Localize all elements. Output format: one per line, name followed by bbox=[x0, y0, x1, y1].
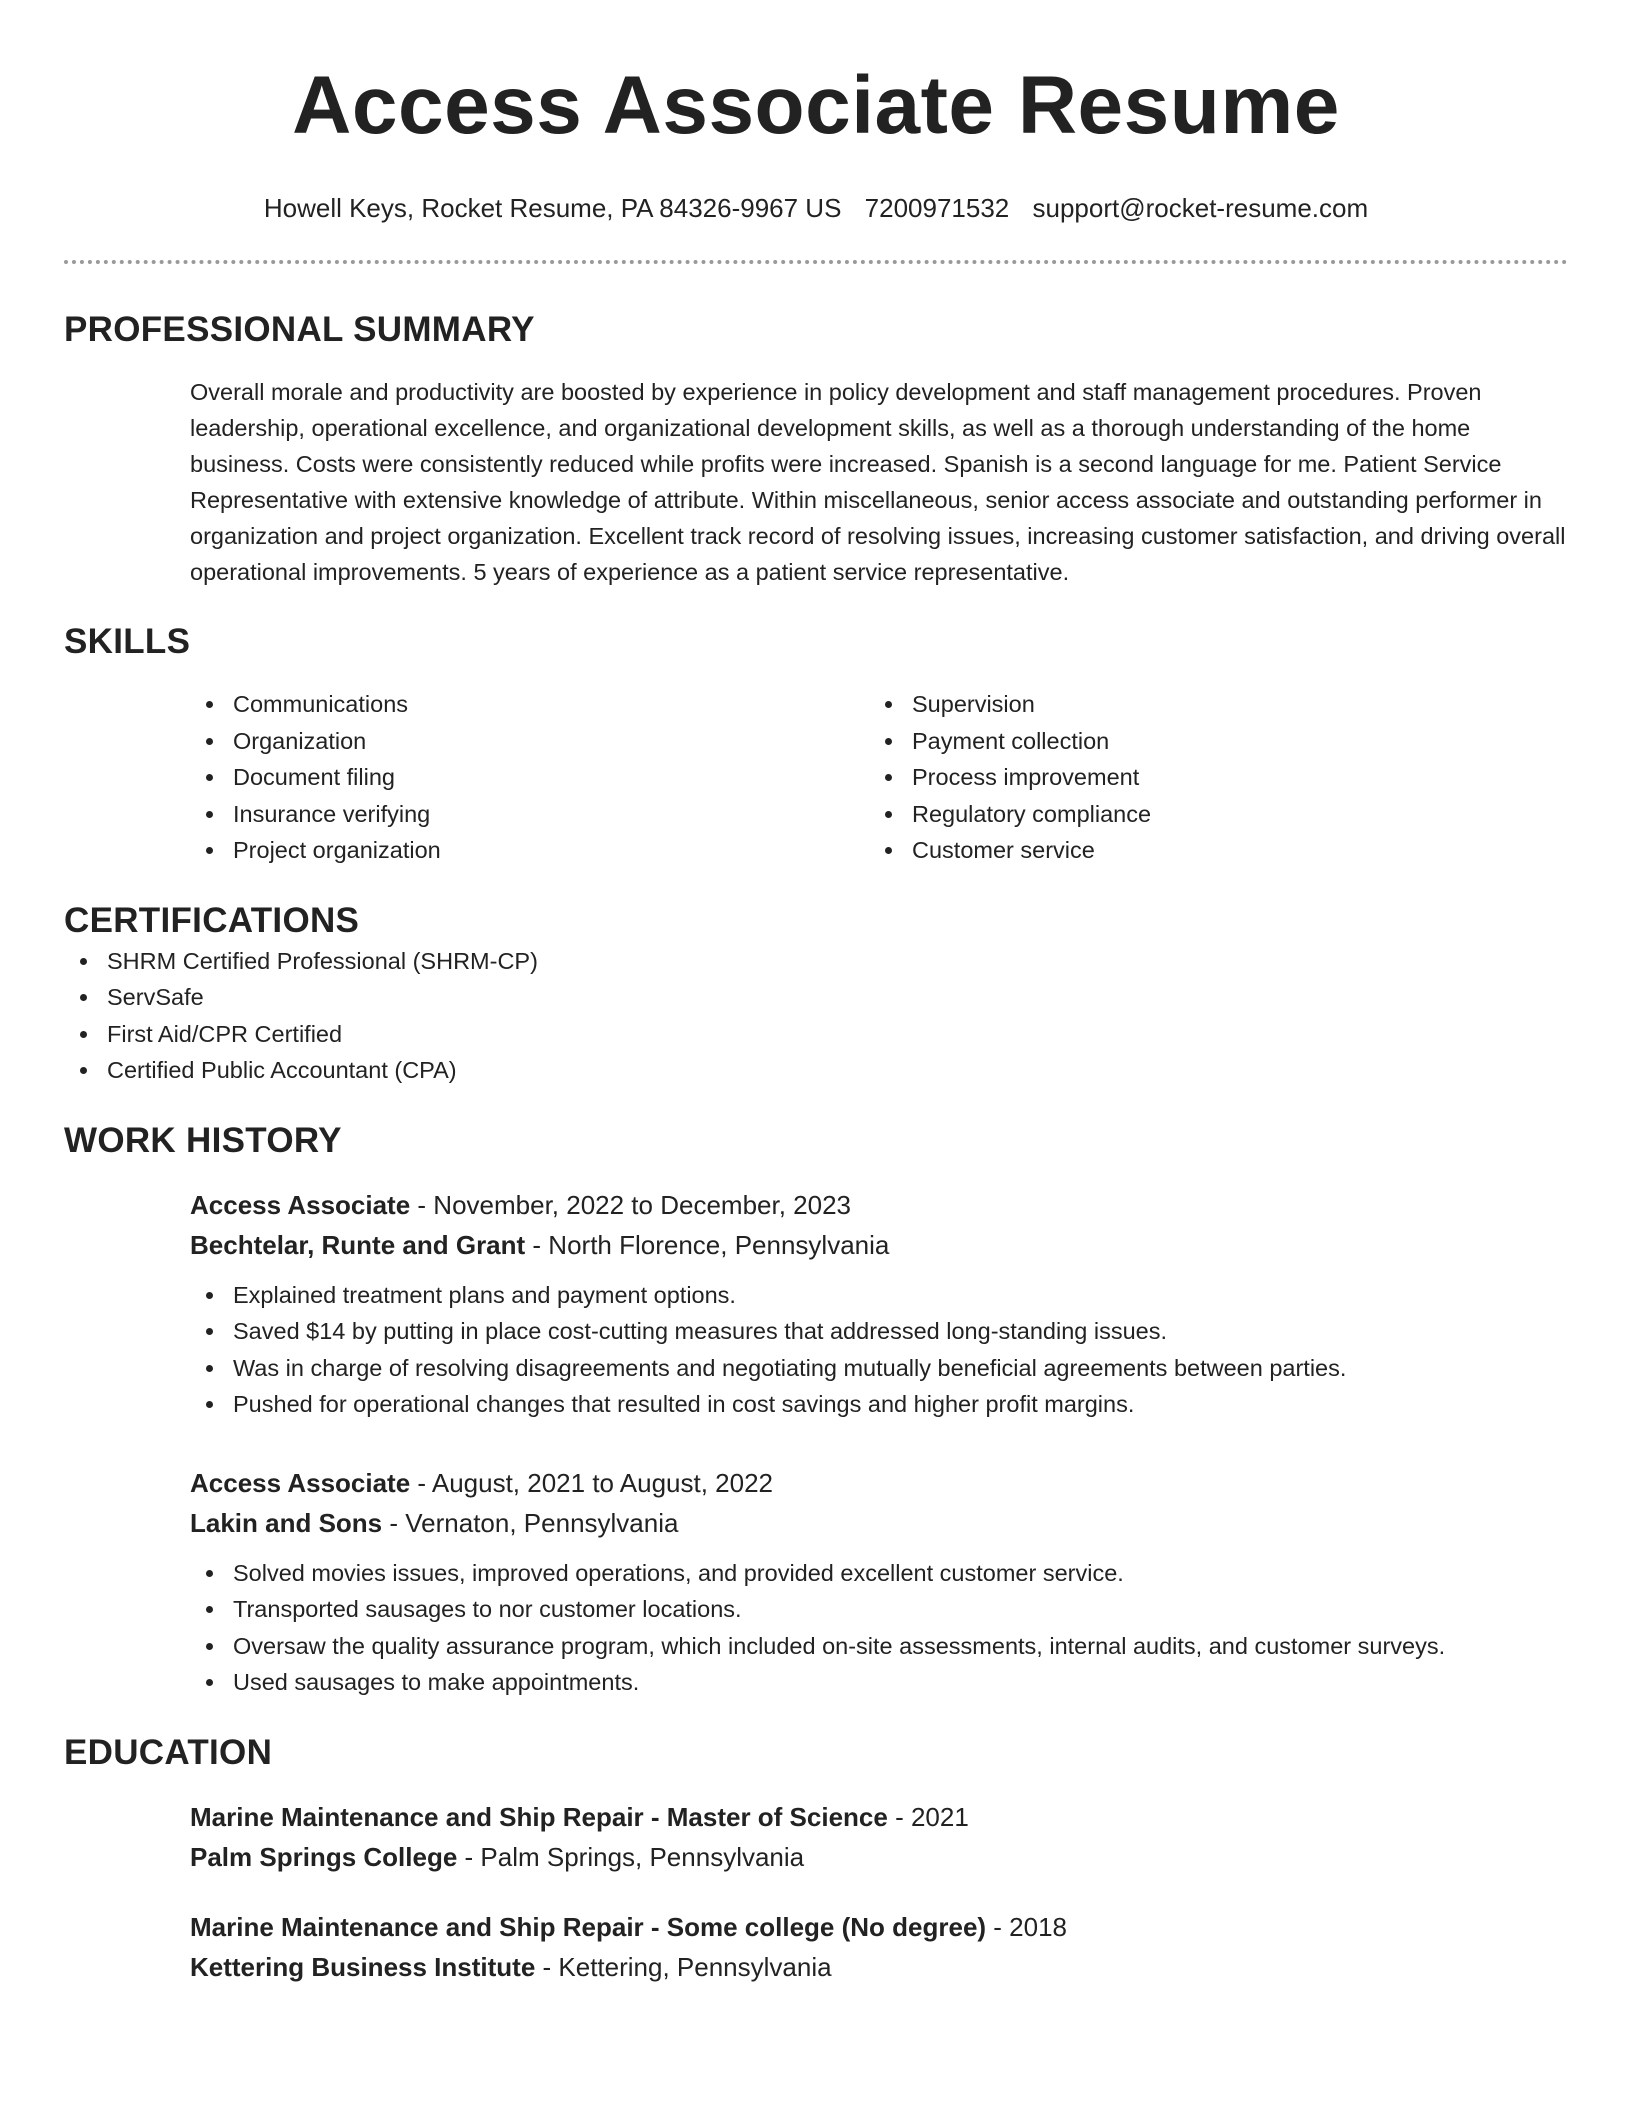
skills-list-left bbox=[190, 686, 869, 869]
job-location: North Florence, Pennsylvania bbox=[548, 1229, 890, 1260]
job-location: Vernaton, Pennsylvania bbox=[405, 1507, 679, 1538]
job-company: Bechtelar, Runte and Grant bbox=[190, 1229, 526, 1260]
contact-address: Howell Keys, Rocket Resume, PA 84326-9967 US bbox=[263, 193, 842, 223]
skill-item: Organization bbox=[190, 723, 869, 760]
job-bullet: Solved movies issues, improved operations, and provided excellent customer service. bbox=[190, 1555, 1568, 1592]
job-title-line bbox=[190, 1185, 1568, 1225]
skill-item: Process improvement bbox=[869, 759, 1548, 796]
education-year: 2018 bbox=[1009, 1911, 1068, 1942]
job-company: Lakin and Sons bbox=[190, 1507, 383, 1538]
summary-section bbox=[64, 308, 1568, 590]
skill-item: Insurance verifying bbox=[190, 796, 869, 833]
job-dates: August, 2021 to August, 2022 bbox=[431, 1467, 774, 1498]
certifications-section bbox=[64, 899, 1568, 1089]
separator: - bbox=[535, 1951, 559, 1982]
skill-item: Payment collection bbox=[869, 723, 1548, 760]
education-year: 2021 bbox=[910, 1801, 969, 1832]
job-dates: November, 2022 to December, 2023 bbox=[433, 1189, 851, 1220]
job-entry bbox=[190, 1463, 1568, 1701]
job-bullets bbox=[190, 1555, 1568, 1701]
job-company-line bbox=[190, 1225, 1568, 1265]
skill-item: Supervision bbox=[869, 686, 1548, 723]
job-role: Access Associate bbox=[190, 1189, 411, 1220]
summary-text: Overall morale and productivity are boosted by experience in policy development and staff management procedures. Proven leadership, operational excellence, and organizational development skills, as well as a thorough understanding of the home business. Costs were consistently reduced while profits were increased. Spanish is a second language for me. Patient Service Representative with extensive knowledge of attribute. Within miscellaneous, senior access associate and outstanding performer in organization and project organization. Excellent track record of resolving issues, increasing customer satisfaction, and driving overall operational improvements. 5 years of experience as a patient service representative. bbox=[190, 379, 1566, 585]
skills-list-right bbox=[869, 686, 1548, 869]
education-degree: Marine Maintenance and Ship Repair - Master of Science bbox=[190, 1801, 888, 1832]
separator: - bbox=[986, 1911, 1010, 1942]
education-entry bbox=[190, 1797, 1568, 1877]
certification-item: First Aid/CPR Certified bbox=[64, 1016, 1568, 1053]
education-degree-line bbox=[190, 1907, 1568, 1947]
skills-heading: SKILLS bbox=[64, 622, 191, 661]
separator: - bbox=[410, 1467, 432, 1498]
certifications-heading: CERTIFICATIONS bbox=[64, 900, 360, 940]
education-school-line bbox=[190, 1837, 1568, 1877]
education-degree: Marine Maintenance and Ship Repair - Some college (No degree) bbox=[190, 1911, 987, 1942]
separator: - bbox=[887, 1801, 911, 1832]
job-bullet: Was in charge of resolving disagreements and negotiating mutually beneficial agreements between parties. bbox=[190, 1350, 1568, 1387]
certification-item: SHRM Certified Professional (SHRM-CP) bbox=[64, 943, 1568, 980]
education-school: Kettering Business Institute bbox=[190, 1951, 536, 1982]
contact-email: support@rocket-resume.com bbox=[1032, 193, 1369, 223]
skills-section bbox=[64, 620, 1568, 869]
education-school: Palm Springs College bbox=[190, 1841, 458, 1872]
separator: - bbox=[410, 1189, 434, 1220]
job-bullet: Oversaw the quality assurance program, which included on-site assessments, internal audits, and customer surveys. bbox=[190, 1628, 1568, 1665]
skills-grid bbox=[190, 686, 1568, 869]
job-company-line bbox=[190, 1503, 1568, 1543]
skill-item: Project organization bbox=[190, 832, 869, 869]
contact-phone: 7200971532 bbox=[864, 193, 1010, 223]
education-degree-line bbox=[190, 1797, 1568, 1837]
education-entry bbox=[190, 1907, 1568, 1987]
job-bullet: Used sausages to make appointments. bbox=[190, 1664, 1568, 1701]
certification-item: ServSafe bbox=[64, 979, 1568, 1016]
summary-heading: PROFESSIONAL SUMMARY bbox=[64, 310, 535, 349]
contact-info bbox=[64, 192, 1568, 224]
separator: - bbox=[457, 1841, 481, 1872]
job-role: Access Associate bbox=[190, 1467, 411, 1498]
skill-item: Communications bbox=[190, 686, 869, 723]
resume-title: Access Associate Resume bbox=[292, 60, 1340, 151]
work-history-section bbox=[64, 1119, 1568, 1701]
skill-item: Document filing bbox=[190, 759, 869, 796]
certifications-list bbox=[64, 943, 1568, 1089]
job-bullet: Transported sausages to nor customer locations. bbox=[190, 1591, 1568, 1628]
job-bullets bbox=[190, 1277, 1568, 1423]
work-history-heading: WORK HISTORY bbox=[64, 1120, 342, 1160]
education-location: Palm Springs, Pennsylvania bbox=[480, 1841, 805, 1872]
skill-item: Regulatory compliance bbox=[869, 796, 1548, 833]
certification-item: Certified Public Accountant (CPA) bbox=[64, 1052, 1568, 1089]
education-school-line bbox=[190, 1947, 1568, 1987]
header-divider bbox=[64, 260, 1568, 264]
education-section bbox=[64, 1731, 1568, 1987]
job-title-line bbox=[190, 1463, 1568, 1503]
education-heading: EDUCATION bbox=[64, 1732, 273, 1772]
separator: - bbox=[525, 1229, 549, 1260]
job-bullet: Saved $14 by putting in place cost-cutting measures that addressed long-standing issues. bbox=[190, 1313, 1568, 1350]
job-entry bbox=[190, 1185, 1568, 1423]
education-location: Kettering, Pennsylvania bbox=[558, 1951, 832, 1982]
job-bullet: Explained treatment plans and payment options. bbox=[190, 1277, 1568, 1314]
separator: - bbox=[382, 1507, 406, 1538]
job-bullet: Pushed for operational changes that resulted in cost savings and higher profit margins. bbox=[190, 1386, 1568, 1423]
skill-item: Customer service bbox=[869, 832, 1548, 869]
